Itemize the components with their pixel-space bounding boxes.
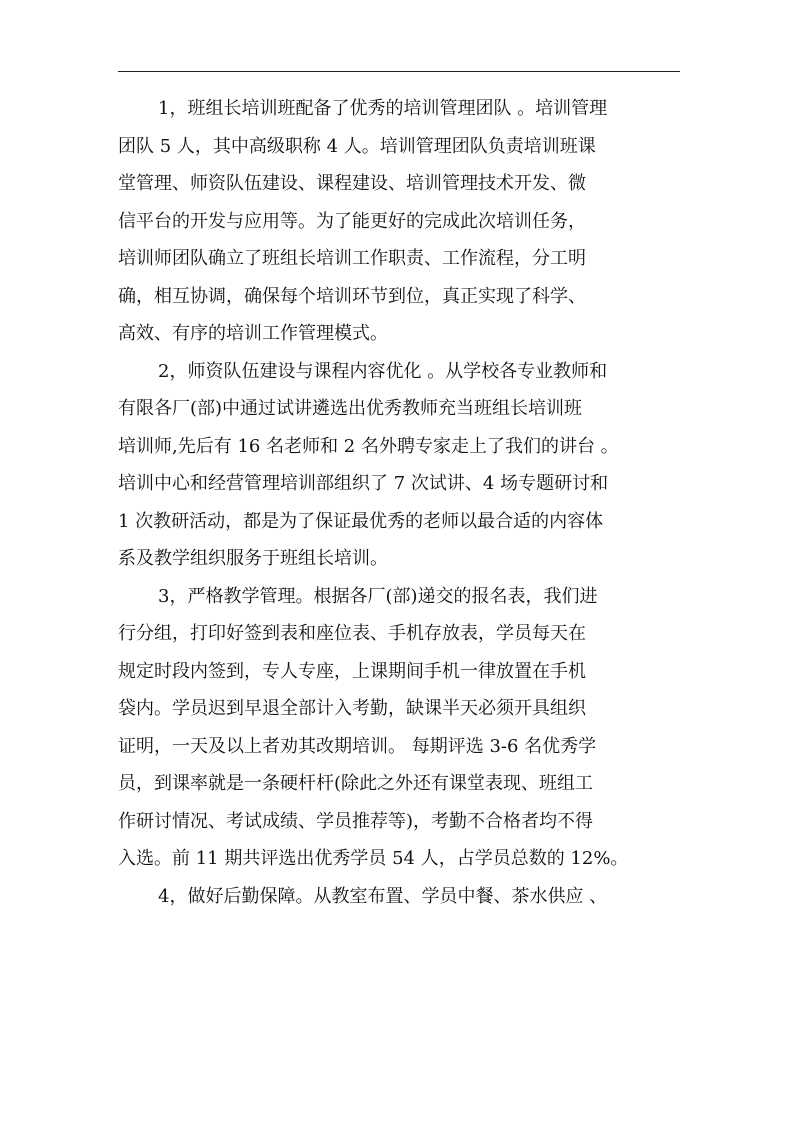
header-rule — [118, 71, 680, 72]
text-line: 培训中心和经营管理培训部组织了 7 次试讲、4 场专题研讨和 — [118, 473, 609, 494]
text-line: 规定时段内签到，专人专座，上课期间手机一律放置在手机 — [118, 660, 586, 682]
text-line: 3，严格教学管理。根据各厂(部)递交的报名表，我们进 — [158, 585, 598, 607]
text-line: 入选。前 11 期共评选出优秀学员 54 人，占学员总数的 12%。 — [118, 848, 629, 869]
text-line: 证明，一天及以上者劝其改期培训。 每期评选 3-6 名优秀学 — [118, 735, 597, 757]
text-line: 袋内。学员迟到早退全部计入考勤，缺课半天必须开具组织 — [118, 698, 586, 719]
text-line: 信平台的开发与应用等。为了能更好的完成此次培训任务， — [118, 210, 586, 232]
text-line: 团队 5 人，其中高级职称 4 人。培训管理团队负责培训班课 — [118, 135, 596, 157]
text-line: 行分组，打印好签到表和座位表、手机存放表，学员每天在 — [118, 623, 586, 644]
text-line: 作研讨情况、考试成绩、学员推荐等)，考勤不合格者均不得 — [118, 810, 594, 832]
text-line: 培训师,先后有 16 名老师和 2 名外聘专家走上了我们的讲台 。 — [118, 435, 619, 457]
text-line: 4，做好后勤保障。从教室布置、学员中餐、茶水供应 、 — [158, 885, 608, 907]
text-line: 培训师团队确立了班组长培训工作职责、工作流程，分工明 — [118, 248, 586, 269]
text-line: 有限各厂(部)中通过试讲遴选出优秀教师充当班组长培训班 — [118, 398, 583, 419]
text-line: 堂管理、师资队伍建设、课程建设、培训管理技术开发、微 — [118, 173, 586, 194]
text-line: 员，到课率就是一条硬杆杆(除此之外还有课堂表现、班组工 — [118, 773, 594, 794]
text-line: 高效、有序的培训工作管理模式。 — [118, 323, 388, 344]
text-line: 系及教学组织服务于班组长培训。 — [118, 548, 388, 569]
text-line: 1，班组长培训班配备了优秀的培训管理团队 。培训管理 — [158, 98, 608, 119]
body-text — [118, 96, 684, 921]
text-line: 1 次教研活动，都是为了保证最优秀的老师以最合适的内容体 — [118, 510, 604, 532]
text-line: 确，相互协调，确保每个培训环节到位，真正实现了科学、 — [118, 285, 586, 307]
text-line: 2，师资队伍建设与课程内容优化 。从学校各专业教师和 — [158, 360, 608, 382]
